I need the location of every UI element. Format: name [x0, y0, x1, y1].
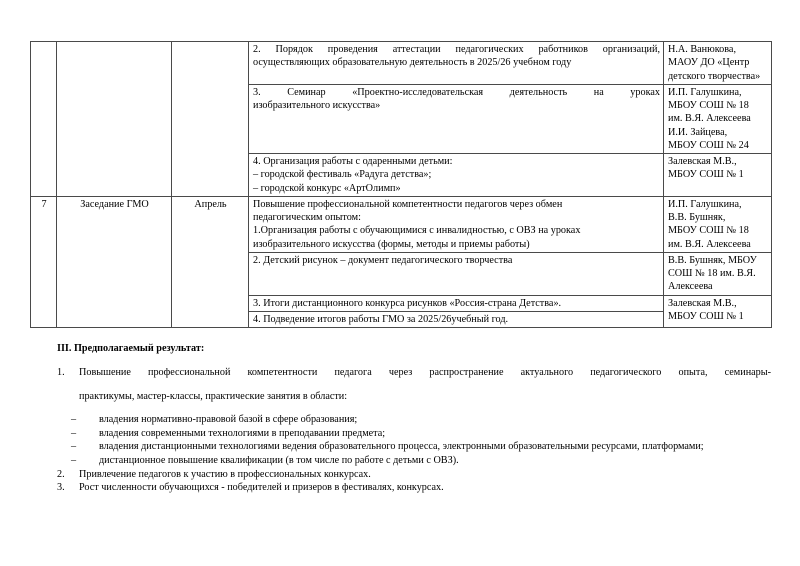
result-bullet-0 — [57, 413, 771, 427]
content-line: – городской конкурс «АртОлимп» — [253, 182, 401, 194]
result-item-3 — [57, 481, 771, 495]
content-line: изобразительного искусства (формы, методы и приемы работы) — [253, 238, 530, 250]
expected-results-section — [30, 342, 771, 495]
content-line: 1.Организация работы с обучающимися с инвалидностью, с ОВЗ на уроках — [253, 225, 581, 237]
result-bullet-text: владения нормативно-правовой базой в сфере образования; — [99, 414, 358, 426]
row-number-cell: 7 — [31, 196, 57, 327]
responsible-line: МБОУ СОШ № 18 — [668, 225, 749, 237]
responsible-line: МБОУ СОШ № 18 — [668, 100, 749, 111]
result-bullet-text: владения современными технологиями в преподавании предмета; — [99, 427, 386, 439]
content-line: осуществляющих образовательную деятельность в 2025/26 учебном году — [253, 57, 572, 69]
responsible-line: И.П. Галушкина, — [668, 86, 742, 98]
responsible-line: МАОУ ДО «Центр — [668, 57, 750, 69]
row-number-cell — [31, 42, 57, 197]
row-date-cell — [172, 42, 249, 197]
responsible-cell — [664, 252, 772, 295]
row-date-cell: Апрель — [172, 196, 249, 327]
list-marker: 2. — [57, 468, 65, 480]
responsible-line: им. В.Я. Алексеева — [668, 113, 751, 125]
responsible-line: В.В. Бушняк, — [668, 212, 726, 223]
content-line: 4. Подведение итогов работы ГМО за 2025/26учебный год. — [253, 313, 509, 325]
content-cell — [249, 196, 664, 252]
responsible-line: В.В. Бушняк, МБОУ — [668, 254, 757, 266]
result-bullet-2 — [57, 440, 771, 454]
responsible-line: МБОУ СОШ № 24 — [668, 139, 749, 151]
list-marker: – — [71, 414, 77, 426]
result-item-2-text: Привлечение педагогов к участию в профессиональных конкурсах. — [79, 468, 371, 480]
content-line: изобразительного искусства» — [253, 100, 381, 111]
list-marker: 1. — [57, 366, 65, 378]
responsible-line: Залевская М.В., — [668, 156, 737, 167]
result-item-1 — [57, 366, 771, 403]
content-line: – городской фестиваль «Радуга детства»; — [253, 169, 432, 181]
table-row — [31, 196, 772, 252]
result-item-1-line2: практикумы, мастер-классы, практические занятия в области: — [79, 390, 348, 402]
content-line: 2. Порядок проведения аттестации педагогических работников организаций, — [253, 44, 660, 55]
content-cell — [249, 84, 664, 153]
gmo-plan-table — [30, 41, 772, 328]
list-marker: – — [71, 441, 77, 453]
result-bullet-3 — [57, 454, 771, 468]
list-marker: – — [71, 427, 77, 439]
list-marker: 3. — [57, 482, 65, 494]
result-bullet-text: дистанционное повышение квалификации (в том числе по работе с детьми с ОВЗ). — [99, 454, 459, 466]
content-cell — [249, 42, 664, 85]
responsible-line: МБОУ СОШ № 1 — [668, 169, 744, 181]
responsible-line: Залевская М.В., — [668, 297, 737, 309]
table-row — [31, 42, 772, 85]
row-event-cell — [57, 42, 172, 197]
responsible-line: Алексеева — [668, 281, 713, 293]
responsible-line: СОШ № 18 им. В.Я. — [668, 268, 756, 279]
content-line: 2. Детский рисунок – документ педагогического творчества — [253, 254, 513, 266]
section-heading: III. Предполагаемый результат: — [57, 343, 205, 354]
result-item-3-text: Рост численности обучающихся - победителей и призеров в фестивалях, конкурсах. — [79, 482, 444, 494]
responsible-line: И.И. Зайцева, — [668, 126, 728, 138]
responsible-cell — [664, 295, 772, 328]
content-cell — [249, 252, 664, 295]
content-cell — [249, 311, 664, 327]
result-item-1-line1: Повышение профессиональной компетентности педагога через распространение актуального педагогического опыта, семинары- — [79, 366, 771, 378]
content-cell — [249, 154, 664, 197]
result-bullet-text: владения дистанционными технологиями ведения образовательного процесса, электронными образовательными ресурсами, платформами; — [99, 441, 704, 453]
content-line: педагогическим опытом: — [253, 212, 361, 223]
responsible-line: И.П. Галушкина, — [668, 198, 742, 210]
row-event-cell: Заседание ГМО — [57, 196, 172, 327]
list-marker: – — [71, 454, 77, 466]
content-line: 4. Организация работы с одаренными детьми: — [253, 156, 453, 167]
responsible-line: детского творчества» — [668, 70, 761, 82]
responsible-cell — [664, 42, 772, 85]
content-line: Повышение профессиональной компетентности педагогов через обмен — [253, 198, 563, 210]
responsible-cell — [664, 196, 772, 252]
result-item-2 — [57, 468, 771, 482]
responsible-cell — [664, 154, 772, 197]
responsible-line: Н.А. Ванюкова, — [668, 44, 737, 55]
responsible-cell — [664, 84, 772, 153]
responsible-line: МБОУ СОШ № 1 — [668, 310, 744, 322]
result-bullet-1 — [57, 427, 771, 441]
content-line: 3. Семинар «Проектно-исследовательская деятельность на уроках — [253, 86, 660, 98]
content-line: 3. Итоги дистанционного конкурса рисунков «Россия-страна Детства». — [253, 297, 562, 309]
responsible-line: им. В.Я. Алексеева — [668, 238, 751, 250]
content-cell — [249, 295, 664, 311]
